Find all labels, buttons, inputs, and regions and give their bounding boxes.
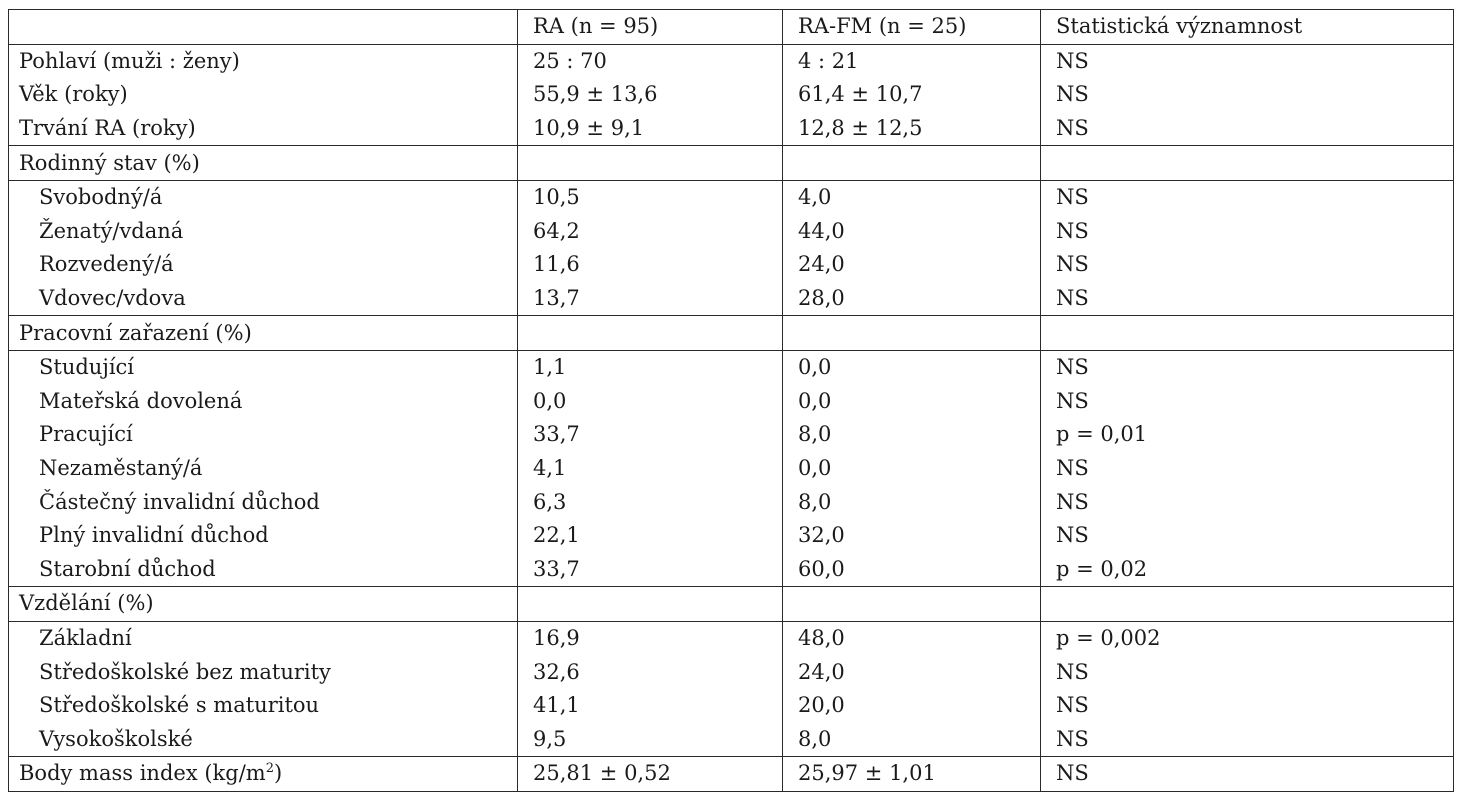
table-row <box>9 485 1454 519</box>
row-label-cell: Svobodný/á <box>9 180 518 214</box>
table-row <box>9 519 1454 553</box>
header-cell-ra-fm: RA-FM (n = 25) <box>783 10 1041 45</box>
ra-value-cell <box>518 316 783 351</box>
table-row <box>9 621 1454 655</box>
row-label-cell: Trvání RA (roky) <box>9 112 518 146</box>
table-row <box>9 418 1454 452</box>
row-label-cell: Plný invalidní důchod <box>9 519 518 553</box>
significance-cell: NS <box>1041 350 1454 384</box>
row-label-cell: Základní <box>9 621 518 655</box>
ra-fm-value-cell: 8,0 <box>783 418 1041 452</box>
ra-fm-value-cell: 24,0 <box>783 248 1041 282</box>
table-row-bmi <box>9 757 1454 792</box>
bmi-label-text: Body mass index (kg/m <box>19 761 266 786</box>
table-row <box>9 44 1454 78</box>
significance-cell: NS <box>1041 385 1454 419</box>
ra-fm-value-cell: 61,4 ± 10,7 <box>783 78 1041 112</box>
table-row <box>9 112 1454 146</box>
ra-value-cell <box>518 587 783 622</box>
row-label-cell: Pohlaví (muži : ženy) <box>9 44 518 78</box>
ra-value-cell: 0,0 <box>518 385 783 419</box>
table-row <box>9 689 1454 723</box>
row-label-cell: Středoškolské bez maturity <box>9 655 518 689</box>
significance-cell: NS <box>1041 722 1454 756</box>
ra-value-cell: 25 : 70 <box>518 44 783 78</box>
row-label-cell: Rodinný stav (%) <box>9 146 518 181</box>
table-row <box>9 722 1454 756</box>
row-label-cell: Nezaměstaný/á <box>9 452 518 486</box>
significance-cell: p = 0,02 <box>1041 553 1454 587</box>
ra-fm-value-cell <box>783 146 1041 181</box>
significance-cell: NS <box>1041 757 1454 792</box>
row-label-cell: Vdovec/vdova <box>9 282 518 316</box>
table-row <box>9 78 1454 112</box>
ra-value-cell: 11,6 <box>518 248 783 282</box>
bmi-label-close: ) <box>273 761 283 786</box>
table-row <box>9 180 1454 214</box>
table-row <box>9 248 1454 282</box>
row-label-cell: Vysokoškolské <box>9 722 518 756</box>
ra-value-cell: 22,1 <box>518 519 783 553</box>
ra-value-cell: 10,9 ± 9,1 <box>518 112 783 146</box>
ra-fm-value-cell: 0,0 <box>783 452 1041 486</box>
ra-fm-value-cell: 25,97 ± 1,01 <box>783 757 1041 792</box>
ra-value-cell: 64,2 <box>518 215 783 249</box>
table-row <box>9 587 1454 622</box>
table-row <box>9 385 1454 419</box>
significance-cell: NS <box>1041 78 1454 112</box>
significance-cell: NS <box>1041 112 1454 146</box>
significance-cell: NS <box>1041 282 1454 316</box>
ra-fm-value-cell: 4 : 21 <box>783 44 1041 78</box>
table-row <box>9 282 1454 316</box>
ra-value-cell: 6,3 <box>518 485 783 519</box>
ra-value-cell: 9,5 <box>518 722 783 756</box>
ra-value-cell: 25,81 ± 0,52 <box>518 757 783 792</box>
row-label-cell: Středoškolské s maturitou <box>9 689 518 723</box>
ra-value-cell: 33,7 <box>518 418 783 452</box>
bmi-label-superscript: 2 <box>265 761 274 777</box>
ra-fm-value-cell <box>783 587 1041 622</box>
ra-fm-value-cell: 32,0 <box>783 519 1041 553</box>
ra-fm-value-cell: 0,0 <box>783 350 1041 384</box>
table-row <box>9 215 1454 249</box>
row-label-cell: Mateřská dovolená <box>9 385 518 419</box>
significance-cell: NS <box>1041 485 1454 519</box>
ra-fm-value-cell: 0,0 <box>783 385 1041 419</box>
ra-value-cell: 16,9 <box>518 621 783 655</box>
ra-fm-value-cell: 24,0 <box>783 655 1041 689</box>
row-label-cell: Studující <box>9 350 518 384</box>
ra-value-cell: 10,5 <box>518 180 783 214</box>
header-cell-significance: Statistická významnost <box>1041 10 1454 45</box>
ra-value-cell: 33,7 <box>518 553 783 587</box>
header-cell-ra: RA (n = 95) <box>518 10 783 45</box>
ra-fm-value-cell: 48,0 <box>783 621 1041 655</box>
significance-cell: NS <box>1041 180 1454 214</box>
significance-cell: NS <box>1041 519 1454 553</box>
row-label-cell: Věk (roky) <box>9 78 518 112</box>
table-header-row <box>9 10 1454 45</box>
table-row <box>9 146 1454 181</box>
ra-value-cell: 32,6 <box>518 655 783 689</box>
significance-cell: NS <box>1041 689 1454 723</box>
significance-cell: NS <box>1041 655 1454 689</box>
significance-cell <box>1041 316 1454 351</box>
row-label-cell <box>9 757 518 792</box>
table-row <box>9 350 1454 384</box>
row-label-cell: Vzdělání (%) <box>9 587 518 622</box>
header-cell-label <box>9 10 518 45</box>
significance-cell: p = 0,01 <box>1041 418 1454 452</box>
significance-cell: NS <box>1041 248 1454 282</box>
ra-fm-value-cell: 8,0 <box>783 485 1041 519</box>
significance-cell: p = 0,002 <box>1041 621 1454 655</box>
significance-cell: NS <box>1041 452 1454 486</box>
row-label-cell: Pracující <box>9 418 518 452</box>
row-label-cell: Rozvedený/á <box>9 248 518 282</box>
table-row <box>9 316 1454 351</box>
ra-value-cell: 41,1 <box>518 689 783 723</box>
significance-cell <box>1041 587 1454 622</box>
ra-value-cell: 1,1 <box>518 350 783 384</box>
ra-value-cell: 4,1 <box>518 452 783 486</box>
ra-fm-value-cell: 60,0 <box>783 553 1041 587</box>
ra-fm-value-cell: 12,8 ± 12,5 <box>783 112 1041 146</box>
significance-cell <box>1041 146 1454 181</box>
ra-fm-value-cell: 20,0 <box>783 689 1041 723</box>
row-label-cell: Částečný invalidní důchod <box>9 485 518 519</box>
row-label-cell: Pracovní zařazení (%) <box>9 316 518 351</box>
ra-fm-value-cell: 8,0 <box>783 722 1041 756</box>
table-row <box>9 452 1454 486</box>
table-row <box>9 655 1454 689</box>
ra-value-cell: 13,7 <box>518 282 783 316</box>
table-row <box>9 553 1454 587</box>
row-label-cell: Ženatý/vdaná <box>9 215 518 249</box>
ra-fm-value-cell: 28,0 <box>783 282 1041 316</box>
data-table-container <box>8 9 1454 792</box>
table-body <box>9 10 1454 792</box>
significance-cell: NS <box>1041 44 1454 78</box>
data-table <box>8 9 1454 792</box>
ra-fm-value-cell: 44,0 <box>783 215 1041 249</box>
ra-value-cell: 55,9 ± 13,6 <box>518 78 783 112</box>
row-label-cell: Starobní důchod <box>9 553 518 587</box>
ra-fm-value-cell: 4,0 <box>783 180 1041 214</box>
ra-fm-value-cell <box>783 316 1041 351</box>
significance-cell: NS <box>1041 215 1454 249</box>
ra-value-cell <box>518 146 783 181</box>
